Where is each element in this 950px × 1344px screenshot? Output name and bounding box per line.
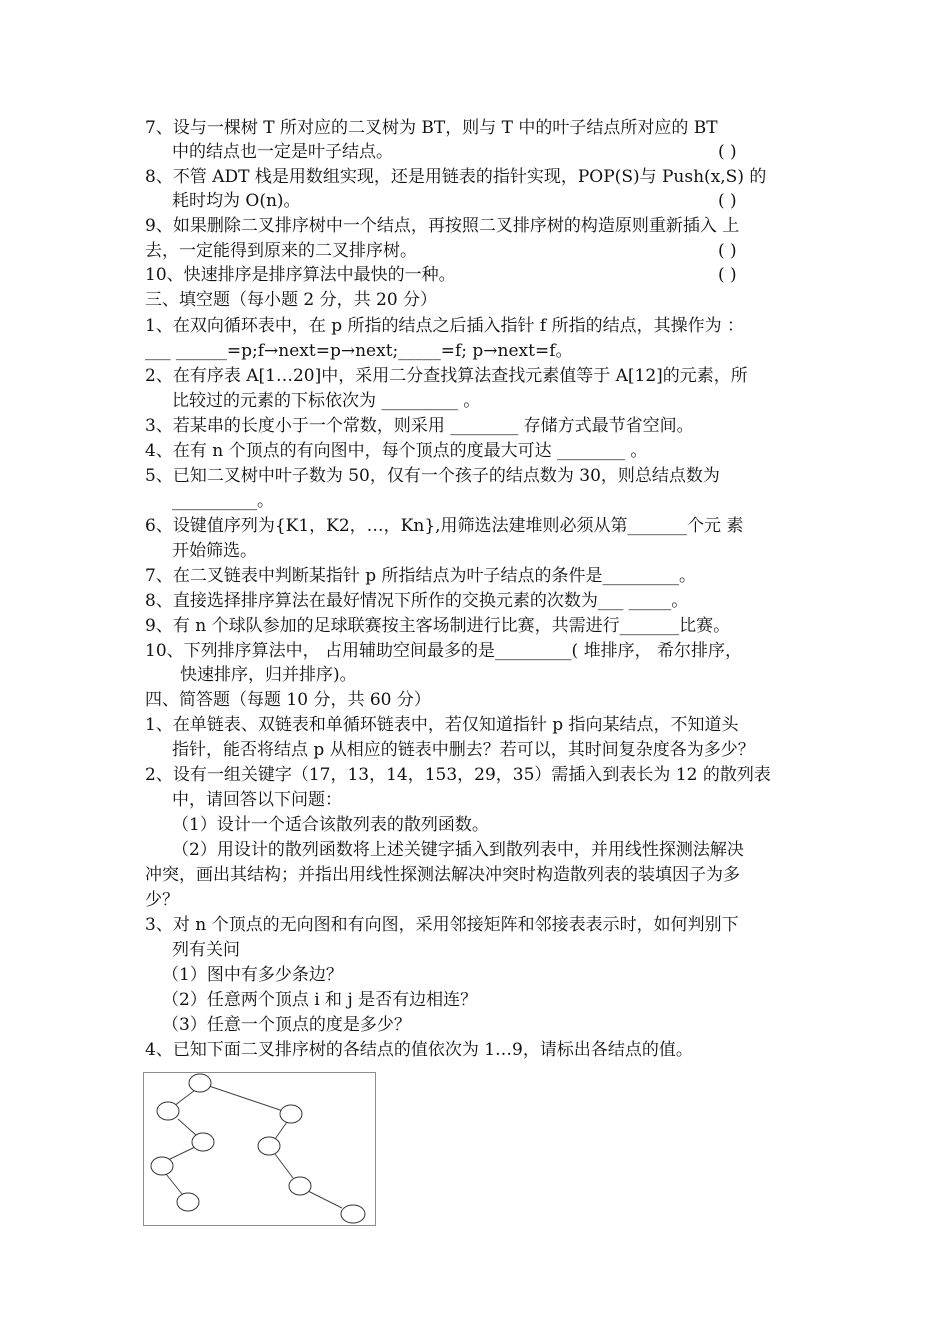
tf-item-10-line1: 10、快速排序是排序算法中最快的一种。 (145, 265, 456, 285)
fill-line: 6、设键值序列为{K1，K2，…，Kn},用筛选法建堆则必须从第_______个元 素 (145, 516, 744, 536)
tree-edges (166, 1086, 342, 1208)
tree-node (341, 1205, 365, 1223)
short-answer-line: 少？ (145, 890, 179, 910)
fill-line: 1、在双向循环表中，在 p 所指的结点之后插入指针 f 所指的结点，其操作为 ： (145, 316, 745, 336)
tf-item-9-line1: 9、如果删除二叉排序树中一个结点，再按照二叉排序树的构造原则重新插入 上 (145, 216, 740, 236)
tree-diagram (144, 1073, 375, 1225)
tf-item-7-mark: ( ) (718, 142, 737, 162)
fill-line: 2、在有序表 A[1…20]中，采用二分查找算法查找元素值等于 A[12]的元素，所 (145, 366, 748, 386)
short-answer-line: （2）用设计的散列函数将上述关键字插入到散列表中，并用线性探测法解决 (172, 840, 744, 860)
tf-item-10-mark: ( ) (718, 265, 737, 285)
tree-node (157, 1102, 179, 1120)
tree-edge (178, 1119, 197, 1136)
short-answer-line: （1）图中有多少条边？ (162, 965, 343, 985)
fill-line: ___ ______=p;f→next=p→next;_____=f; p→next=f。 (145, 341, 573, 361)
short-answer-line: 中，请回答以下问题： (172, 790, 342, 810)
tree-node (280, 1105, 302, 1123)
tree-node (151, 1157, 173, 1175)
short-answer-line: 4、已知下面二叉排序树的各结点的值依次为 1…9，请标出各结点的值。 (145, 1040, 693, 1060)
fill-line: 比较过的元素的下标依次为 _________ 。 (172, 391, 481, 411)
fill-line: 9、有 n 个球队参加的足球联赛按主客场制进行比赛，共需进行_______比赛。 (145, 616, 731, 636)
tree-edge (168, 1147, 195, 1160)
tree-edge (166, 1174, 182, 1194)
short-answer-line: 1、在单链表、双链表和单循环链表中，若仅知道指针 p 指向某结点，不知道头 (145, 715, 739, 735)
fill-line: 8、直接选择排序算法在最好情况下所作的交换元素的次数为___ _____。 (145, 591, 689, 611)
tf-item-8-line2: 耗时均为 O(n)。 (172, 191, 301, 211)
tf-item-9-mark: ( ) (718, 241, 737, 261)
tf-item-7-line2: 中的结点也一定是叶子结点。 (172, 142, 393, 162)
fill-line: __________。 (172, 491, 274, 511)
tree-edge (209, 1086, 283, 1111)
short-answer-line: 指针，能否将结点 p 从相应的链表中删去？若可以，其时间复杂度各为多少？ (172, 740, 755, 760)
tree-node (189, 1074, 211, 1092)
tree-edge (308, 1191, 342, 1208)
tf-item-9-line2: 去，一定能得到原来的二叉排序树。 (145, 241, 417, 261)
short-answer-line: （1）设计一个适合该散列表的散列函数。 (172, 815, 489, 835)
fill-line: 10、下列排序算法中， 占用辅助空间最多的是_________( 堆排序， 希尔排序， (145, 641, 742, 661)
tf-item-8-mark: ( ) (718, 191, 737, 211)
tree-edge (275, 1122, 287, 1139)
short-answer-line: （2）任意两个顶点 i 和 j 是否有边相连？ (162, 990, 478, 1010)
short-answer-line: 2、设有一组关键字（17，13，14，153，29，35）需插入到表长为 12 的散列表 (145, 765, 771, 785)
binary-search-tree-figure (143, 1072, 376, 1226)
short-answer-line: （3）任意一个顶点的度是多少？ (162, 1015, 411, 1035)
tree-node (177, 1193, 199, 1211)
section-3-title: 三、填空题（每小题 2 分，共 20 分） (145, 290, 438, 310)
fill-line: 4、在有 n 个顶点的有向图中，每个顶点的度最大可达 ________ 。 (145, 441, 648, 461)
tree-edge (275, 1154, 293, 1178)
fill-line: 开始筛选。 (172, 541, 257, 561)
short-answer-line: 列有关问 (172, 940, 240, 960)
tree-node (192, 1133, 214, 1151)
short-answer-line: 冲突，画出其结构；并指出用线性探测法解决冲突时构造散列表的装填因子为多 (145, 865, 740, 885)
tree-nodes (151, 1074, 365, 1223)
fill-line: 快速排序，归并排序)。 (180, 665, 357, 685)
tree-node (258, 1137, 280, 1155)
fill-line: 3、若某串的长度小于一个常数，则采用 ________ 存储方式最节省空间。 (145, 416, 694, 436)
tree-node (289, 1177, 311, 1195)
fill-line: 7、在二叉链表中判断某指针 p 所指结点为叶子结点的条件是_________。 (145, 566, 697, 586)
short-answer-line: 3、对 n 个顶点的无向图和有向图，采用邻接矩阵和邻接表表示时，如何判别下 (145, 915, 739, 935)
tf-item-7-line1: 7、设与一棵树 T 所对应的二叉树为 BT，则与 T 中的叶子结点所对应的 BT (145, 118, 718, 138)
fill-line: 5、已知二叉树中叶子数为 50，仅有一个孩子的结点数为 30，则总结点数为 (145, 466, 720, 486)
tf-item-8-line1: 8、不管 ADT 栈是用数组实现，还是用链表的指针实现，POP(S)与 Push(x,S) 的 (145, 167, 767, 187)
section-4-title: 四、简答题（每题 10 分，共 60 分） (145, 690, 431, 710)
